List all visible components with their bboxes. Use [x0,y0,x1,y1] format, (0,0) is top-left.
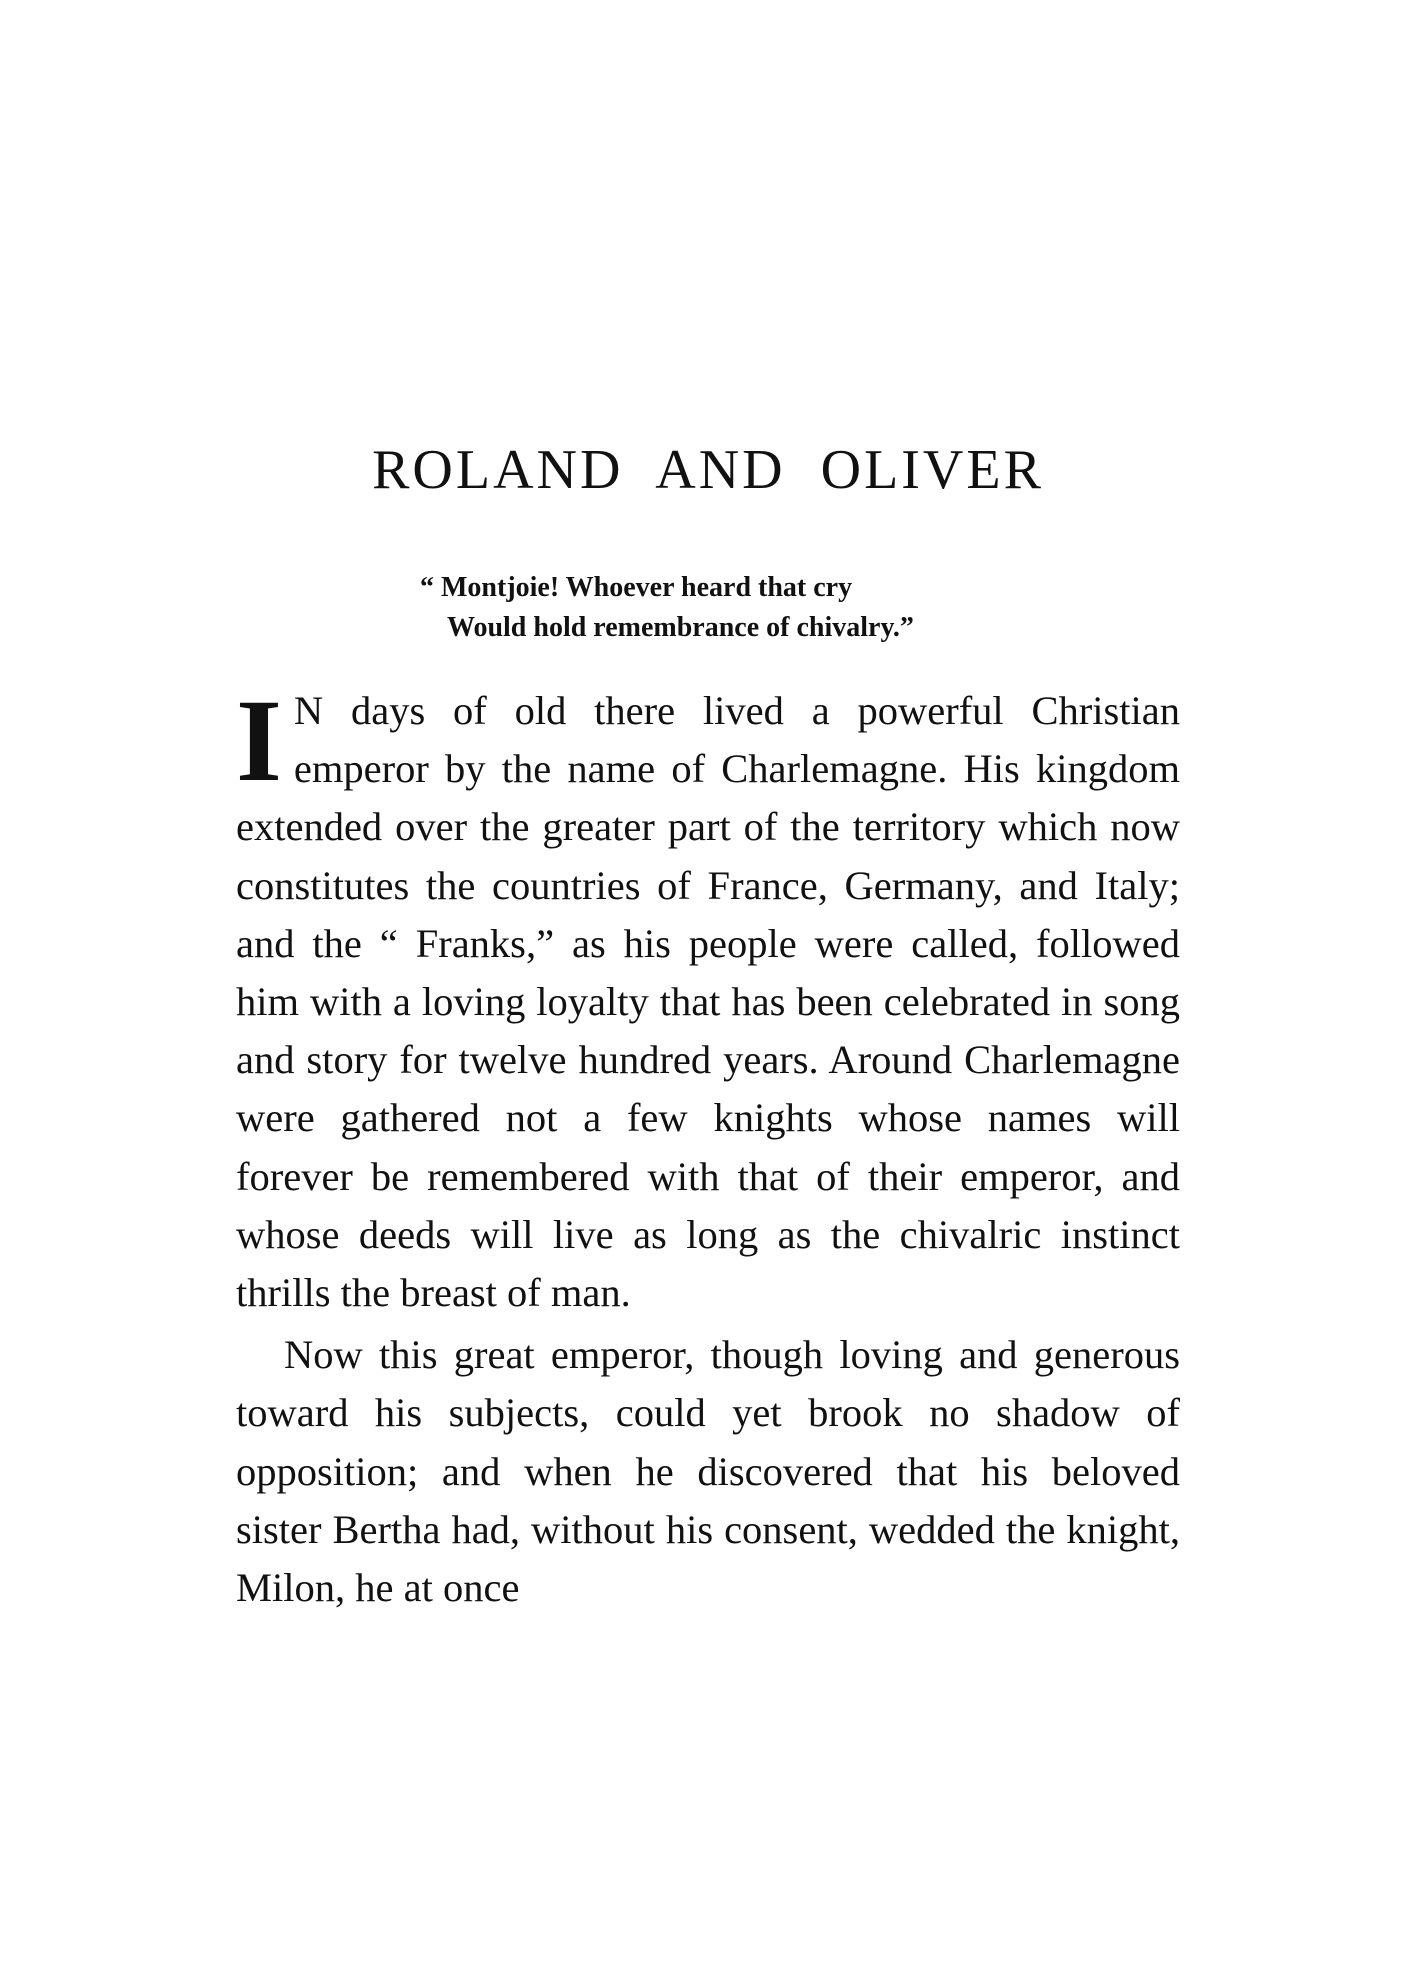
epigraph-line-1: “ Montjoie! Whoever heard that cry [420,572,853,603]
paragraph-1 [236,675,1180,1322]
epigraph-line-2: Would hold remembrance of chivalry.” [447,612,914,643]
chapter-title: ROLAND AND OLIVER [372,439,1044,501]
drop-cap: I [236,675,282,806]
paragraph-1-text: N days of old there lived a powerful Christian emperor by the name of Charlemagne. His kingdom extended over the greater part of the territory which now constitutes the countries of France, Germany, and Italy; and the “ Franks,” as his people were called, followed him with a loving loyalty that has been celebrated in song and story for twelve hundred years. Around Charlemagne were gathered not a few knights whose names will forever be remembered with that of their emperor, and whose deeds will live as long as the chivalric instinct thrills the breast of man. [236,688,1180,1316]
paragraph-2: Now this great emperor, though loving and generous toward his subjects, could yet brook no shadow of opposition; and when he discovered that his beloved sister Bertha had, without his consent, wedded the knight, Milon, he at once [236,1332,1180,1611]
chapter-body [236,675,1180,1617]
epigraph [420,568,914,648]
